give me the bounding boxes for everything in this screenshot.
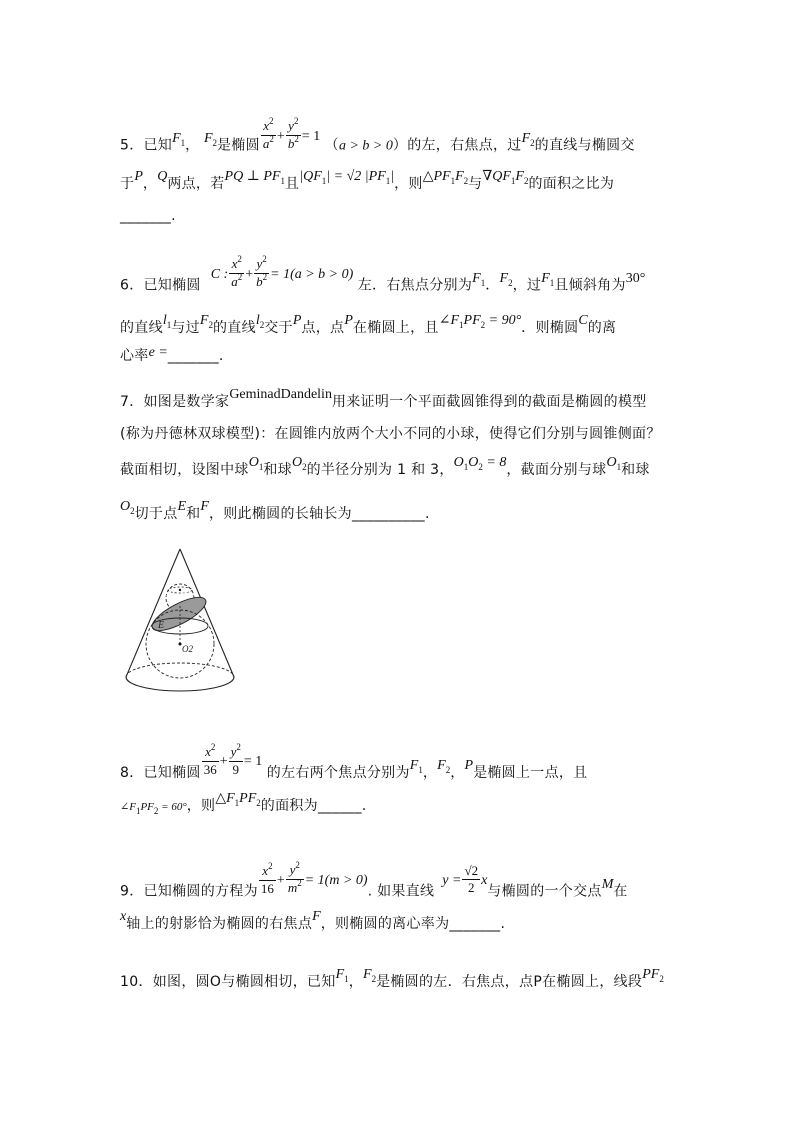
F2-symbol: $F_2$ [521, 130, 535, 148]
q7-line-1 [120, 387, 647, 413]
q5-condition: a > b > 0 [338, 138, 393, 154]
e-eq: e = [148, 345, 168, 360]
q9-line-2 [120, 909, 506, 935]
angle-30: 30° [625, 270, 646, 286]
q8-text: ， [422, 765, 438, 781]
q9-condition: = 1(m > 0) [304, 872, 368, 888]
triangle-2: $\nabla QF_1F_2$ [482, 169, 529, 186]
abs-expr: $|QF_1| = √2$ $|PF_1|$ [299, 169, 395, 186]
q6-text: 且倾斜角为 [554, 277, 626, 294]
q7-text: ，则此椭圆的长轴长为__________. [208, 506, 430, 522]
q6-text: 左．右焦点分别为 [357, 277, 473, 294]
F-symbol: F [200, 499, 209, 514]
q5-text: 5．已知 [120, 137, 173, 154]
q7-line-2 [120, 424, 661, 444]
q9-text: 9．已知椭圆的方程为 [120, 883, 258, 900]
F1-symbol: $F_1$ [172, 130, 186, 148]
q6-line-3 [120, 346, 224, 367]
q5-line-2: 于P，Q两点，若PQ ⊥ $PF_1$且$|QF_1| = √2$ $|PF_1|$，则$\triangle PF_1F_2$与$\nabla QF_1F_2$的面积之比为 [120, 169, 615, 192]
angle-expr: $\angle F_1PF_2 = 60^\circ$ [120, 801, 187, 816]
q5-text: 的直线与椭圆交 [534, 137, 635, 154]
q6-text: 的直线 [212, 320, 256, 336]
distance-expr: $O_1O_2 = 8$ [453, 455, 507, 472]
mathematician-name: GeminadDandelin [229, 387, 332, 402]
x-axis-symbol: x [120, 909, 127, 924]
q5-line-3 [120, 206, 176, 226]
q6-text: ． [485, 277, 500, 294]
q8-text: 是椭圆上一点，且 [473, 765, 588, 781]
q8-text: ，则 [186, 798, 216, 814]
q6-text: 心率 [120, 348, 149, 364]
q10-text: 10．如图，圆O与椭圆相切，已知 [120, 974, 336, 990]
y-eq: y = [442, 872, 462, 888]
q5-text: 于 [120, 176, 135, 192]
answer-blank: _______. [167, 348, 224, 364]
ellipse-frac-y: $\frac{y^2}{b^2}$ [287, 116, 299, 151]
ellipse-frac-x: $\frac{x^2}{16}$ [260, 860, 274, 896]
O1-label: O1 [164, 588, 177, 599]
q6-text: 在椭圆上，且 [352, 320, 439, 336]
triangle-1: $\triangle PF_1F_2$ [422, 169, 469, 186]
cone-base-back [126, 663, 234, 677]
q9-text: 与椭圆的一个交点 [487, 883, 602, 900]
q6-text: 与过 [171, 320, 200, 336]
PF2-symbol: $PF_2$ [642, 967, 664, 984]
q5-text: 且 [284, 176, 300, 192]
dandelin-cone-figure [124, 546, 244, 694]
q6-text: 点，点 [301, 320, 345, 336]
M-symbol: M [601, 876, 614, 892]
Q-symbol: Q [157, 169, 168, 184]
ellipse-frac-x: $\frac{x^2}{a^2}$ [231, 254, 243, 289]
ellipse-frac-y: $\frac{y^2}{9}$ [230, 742, 241, 777]
P-symbol: P [464, 758, 474, 773]
q7-text: 切于点 [134, 506, 178, 522]
F-symbol: F [312, 909, 321, 924]
E-symbol: E [177, 499, 187, 514]
q9-text: ，则椭圆的离心率为_______. [320, 916, 506, 932]
triangle-expr: $\triangle F_1PF_2$ [215, 791, 261, 808]
q7-text: 用来证明一个平面截圆锥得到的截面是椭圆的模型 [331, 394, 647, 410]
q8-line-1: 8．已知椭圆 $\frac{x^2}{36}$ + $\frac{y^2}{9}$ = 1 的左右两个焦点分别为$F_1$，$F_2$，P是椭圆上一点，且 [120, 742, 588, 781]
comma: ， [185, 137, 200, 154]
q7-text: (称为丹德林双球模型)：在圆锥内放两个大小不同的小球，使得它们分别与圆锥侧面？ [120, 426, 661, 442]
q10-text: 是椭圆的左．右焦点，点P在椭圆上，线段 [376, 974, 643, 990]
q6-text: 的直线 [120, 320, 163, 336]
q9-text: 轴上的射影恰为椭圆的右焦点 [126, 916, 313, 932]
q8-text: 的左右两个焦点分别为 [266, 765, 410, 781]
ellipse-frac-y: $\frac{y^2}{b^2}$ [256, 254, 268, 289]
ellipse-frac-y: $\frac{y^2}{m^2}$ [287, 860, 302, 895]
q7-line-4: $O_2$切于点E和F，则此椭圆的长轴长为__________. [120, 499, 430, 522]
ellipse-frac-x: $\frac{x^2}{36}$ [203, 742, 217, 777]
x-var: x [481, 872, 488, 888]
q7-text: 和球 [263, 462, 292, 478]
q7-text: 和 [186, 506, 201, 522]
q5-text: 的左，右焦点，过 [407, 137, 522, 154]
q7-text: 7．如图是数学家 [120, 394, 230, 410]
O2-label: O2 [182, 644, 193, 654]
q6-text: 6．已知椭圆 [120, 277, 201, 294]
q6-condition: = 1(a > b > 0) [270, 266, 354, 282]
q6-text: 交于 [264, 320, 293, 336]
q6-line-2: 的直线$l_1$与过$F_2$的直线$l_2$交于P点，点P在椭圆上，且$\angle F_1PF_2 = 90^\circ$．则椭圆C的离 [120, 313, 617, 336]
F2-symbol: $F_2$ [203, 130, 217, 148]
F-label: F [182, 590, 189, 601]
C-label: C : [210, 266, 229, 282]
E-label: E [158, 620, 165, 631]
q5-text: 两点，若 [167, 176, 225, 192]
q8-text: 8．已知椭圆 [120, 765, 201, 781]
q5-line-1: 5．已知$F_1$， $F_2$是椭圆 $\frac{x^2}{a^2}$ + $\frac{y^2}{b^2}$ = 1 （a > b > 0）的左，右焦点，过$F_2$的直线与椭圆交 [120, 116, 635, 154]
q7-text: 和球 [621, 462, 650, 478]
q5-text: 是椭圆 [217, 137, 260, 154]
q7-line-3: 截面相切，设图中球$O_1$和球$O_2$的半径分别为 1 和 3，$O_1O_2 = 8$，截面分别与球$O_1$和球 [120, 455, 650, 478]
q7-text: ，截面分别与球 [506, 462, 607, 478]
ellipse-frac-x: $\frac{x^2}{a^2}$ [262, 116, 274, 151]
angle-expr: $\angle F_1PF_2 = 90^\circ$ [438, 313, 522, 330]
q7-text: 的半径分别为 1 和 3， [306, 462, 454, 478]
q5-text: ，则 [394, 176, 423, 192]
q9-text: 在 [613, 883, 628, 900]
perp-expr: PQ ⊥ $PF_1$ [224, 169, 285, 186]
q8-eq: = 1 [243, 754, 263, 769]
q8-text: 的面积为______. [260, 798, 367, 814]
q6-text: ．则椭圆 [521, 320, 579, 336]
q5-text: 的面积之比为 [528, 176, 615, 192]
q6-text: 的离 [587, 320, 617, 336]
answer-blank: _______. [120, 208, 176, 224]
q9-text: . 如果直线 [367, 883, 435, 900]
slope-frac: $\frac{√2}{2}$ [464, 863, 479, 895]
q10-line-1: 10．如图，圆O与椭圆相切，已知$F_1$，$F_2$是椭圆的左．右焦点，点P在椭圆上，线段$PF_2$ [120, 967, 664, 990]
q8-line-2 [120, 791, 367, 817]
q5-text: 与 [468, 176, 483, 192]
q7-text: 截面相切，设图中球 [120, 462, 249, 478]
P-symbol: P [134, 169, 143, 184]
cone-base-front [126, 677, 234, 691]
O1-point [179, 589, 181, 591]
q9-line-1: 9．已知椭圆的方程为 $\frac{x^2}{16}$ + $\frac{y^2}{m^2}$ = 1(m > 0). 如果直线y = $\frac{√2}{2}$ x与椭圆的一个交点M在 [120, 860, 628, 900]
q6-line-1: 6．已知椭圆C : $\frac{x^2}{a^2}$ + $\frac{y^2}{b^2}$ = 1(a > b > 0) 左．右焦点分别为$F_1$．$F_2$，过$F_1$且倾斜角为30° [120, 254, 646, 294]
q8-text: ， [450, 765, 465, 781]
q6-text: ，过 [512, 277, 542, 294]
q10-text: ， [348, 974, 364, 990]
